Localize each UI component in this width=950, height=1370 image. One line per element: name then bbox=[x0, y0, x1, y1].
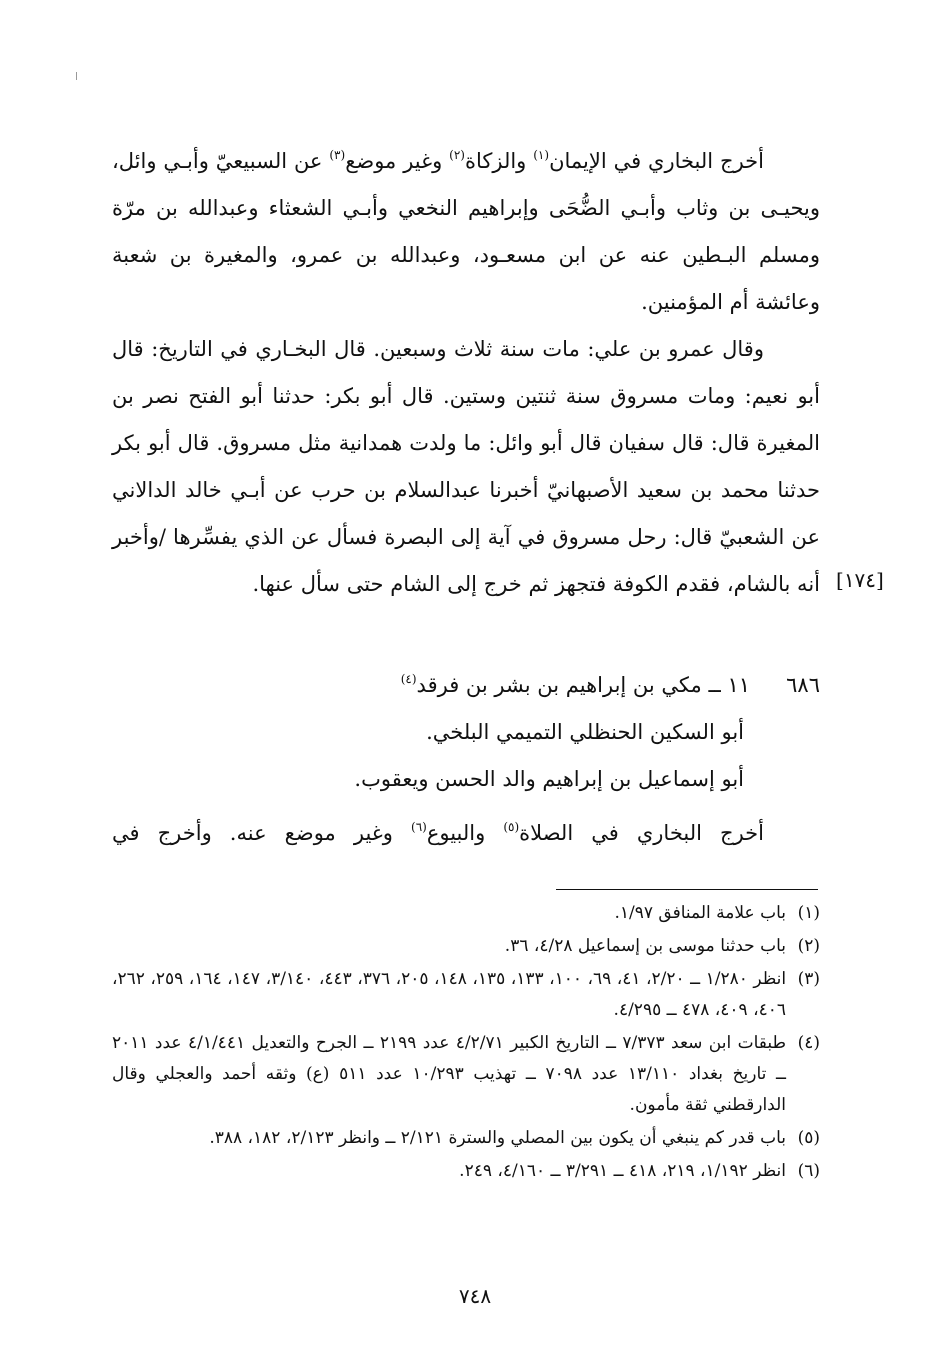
margin-page-reference: [١٧٤] bbox=[836, 568, 884, 592]
paragraph-1-text-b: والزكاة bbox=[464, 149, 534, 173]
footnote-text: باب قدر كم ينبغي أن يكون بين المصلي والسترة ٢/١٢١ ــ وانظر ٢/١٢٣، ١٨٢، ٣٨٨. bbox=[209, 1128, 786, 1148]
footnotes bbox=[112, 898, 820, 1189]
corner-mark bbox=[76, 72, 77, 80]
page-number: ٧٤٨ bbox=[458, 1284, 492, 1308]
paragraph-1 bbox=[112, 138, 820, 326]
footnote-ref-1: (١) bbox=[533, 148, 550, 162]
footnote-ref-4: (٤) bbox=[400, 672, 417, 686]
entry-heading: ١١ ــ مكي بن إبراهيم بن بشر بن فرقد bbox=[416, 673, 750, 697]
footnote-number: (١) bbox=[797, 903, 820, 923]
footnote-2 bbox=[112, 931, 820, 962]
footnote-ref-2: (٢) bbox=[449, 148, 465, 162]
entry-heading-line bbox=[112, 662, 820, 709]
footnote-ref-6: (٦) bbox=[411, 820, 427, 834]
footnote-number: (٤) bbox=[797, 1033, 820, 1053]
footnote-1 bbox=[112, 898, 820, 929]
footnote-divider bbox=[556, 889, 818, 890]
paragraph-3-text-a: أخرج البخاري في الصلاة bbox=[519, 821, 764, 845]
paragraph-3-text-c: وغير موضع عنه. وأخرج في bbox=[112, 821, 411, 845]
footnote-5 bbox=[112, 1123, 820, 1154]
paragraph-1-text-d: عن السبيعيّ وأبـي وائل، ويحيـى بن وثاب وأبـي الضُّحَى وإبراهيم النخعي وأبـي الشعثاء وعبدالله بن مرّة ومسلم البـطين عنه عن ابن مسعـود، وعبدالله بن عمرو، والمغيرة بن شعبة وعائشة أم المؤمنين. bbox=[112, 149, 820, 314]
main-text bbox=[112, 138, 820, 608]
entry-line-3: أبو إسماعيل بن إبراهيم والد الحسن ويعقوب. bbox=[354, 767, 744, 791]
paragraph-3 bbox=[112, 810, 820, 857]
paragraph-1-text-c: وغير موضع bbox=[345, 149, 450, 173]
footnote-ref-5: (٥) bbox=[503, 820, 520, 834]
footnote-ref-3: (٣) bbox=[329, 148, 346, 162]
footnote-text: انظر ١/١٩٢، ٢١٩، ٤١٨ ــ ٣/٢٩١ ــ ٤/١٦٠، ٢٤٩. bbox=[459, 1161, 786, 1181]
footnote-number: (٥) bbox=[797, 1128, 820, 1148]
footnote-number: (٦) bbox=[797, 1161, 820, 1181]
footnote-3 bbox=[112, 964, 820, 1026]
paragraph-2: وقال عمرو بن علي: مات سنة ثلاث وسبعين. قال البخـاري في التاريخ: قال أبو نعيم: ومات مسروق سنة ثنتين وستين. قال أبو بكر: حدثنا أبو الفتح نصر بن المغيرة قال: قال سفيان قال أبو وائل: ما ولدت همدانية مثل مسروق. قال أبو بكر حدثنا محمد بن سعيد الأصبهانيّ أخبرنا عبدالسلام بن حرب عن أبـي خالد الدالاني عن الشعبيّ قال: رحل مسروق في آية إلى البصرة فسأل عن الذي يفسِّرها /وأخبر أنه بالشام، فقدم الكوفة فتجهز ثم خرج إلى الشام حتى سأل عنها. bbox=[112, 337, 820, 596]
footnote-4 bbox=[112, 1028, 820, 1121]
footnote-text: باب علامة المنافق ١/٩٧. bbox=[614, 903, 786, 923]
footnote-6 bbox=[112, 1156, 820, 1187]
paragraph-3-text-b: والبيوع bbox=[426, 821, 504, 845]
footnote-text: انظر ١/٢٨٠ ــ ٢/٢٠، ٤١، ٦٩، ١٠٠، ١٣٣، ١٣٥، ١٤٨، ٢٠٥، ٣٧٦، ٤٤٣، ٣/١٤٠، ١٤٧، ١٦٤، ٢٥٩، ٢٦٢، ٤٠٦، ٤٠٩، ٤٧٨ ــ ٤/٢٩٥. bbox=[112, 969, 787, 1020]
footnote-text: باب حدثنا موسى بن إسماعيل ٤/٢٨، ٣٦. bbox=[504, 936, 786, 956]
paragraph-1-text-a: أخرج البخاري في الإيمان bbox=[549, 149, 764, 173]
biography-entry bbox=[112, 662, 820, 803]
footnote-number: (٣) bbox=[797, 969, 820, 989]
footnote-text: طبقات ابن سعد ٧/٣٧٣ ــ التاريخ الكبير ٤/٢/٧١ عدد ٢١٩٩ ــ الجرح والتعديل ٤/١/٤٤١ عدد ٢٠١١ ــ تاريخ بغداد ١٣/١١٠ عدد ٧٠٩٨ ــ تهذيب ١٠/٢٩٣ عدد ٥١١ (ع) وثقه أحمد والعجلي وقال الدارقطني ثقة مأمون. bbox=[112, 1033, 787, 1115]
entry-number: ٦٨٦ bbox=[786, 673, 820, 697]
entry-line-2: أبو السكين الحنظلي التميمي البلخي. bbox=[426, 720, 744, 744]
footnote-number: (٢) bbox=[797, 936, 820, 956]
